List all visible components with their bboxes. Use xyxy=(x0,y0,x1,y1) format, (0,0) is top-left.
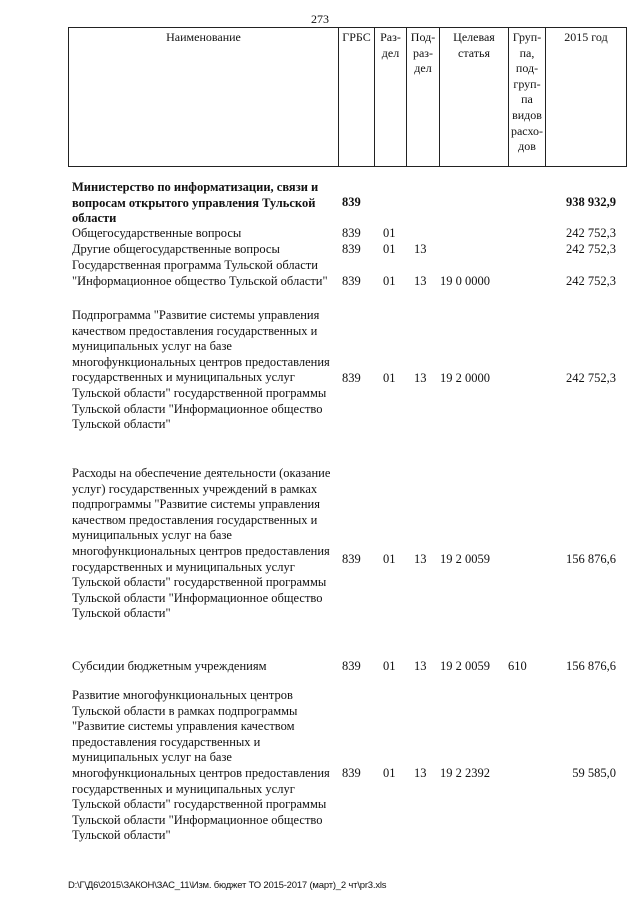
row-celevaya: 19 2 0059 xyxy=(440,659,490,673)
row-celevaya: 19 2 0000 xyxy=(440,371,490,385)
row-celevaya: 19 0 0000 xyxy=(440,274,490,288)
row-razdel: 01 xyxy=(383,242,396,256)
row-razdel: 01 xyxy=(383,766,396,780)
row-name: Субсидии бюджетным учреждениям xyxy=(72,659,267,673)
row-name: Другие общегосударственные вопросы xyxy=(72,242,280,256)
table-body xyxy=(72,180,620,868)
table-row xyxy=(72,659,620,688)
row-name: Расходы на обеспечение деятельности (оказание услуг) государственных учреждений в рамках подпрограммы "Развитие системы управления качеством предоставления государственных и муниципальных услуг на базе многофункциональных центров предоставления государственных и муниципальных услуг Тульской области" государственной программы Тульской области "Информационное общество Тульской области" xyxy=(72,466,331,621)
row-podrazdel: 13 xyxy=(414,242,427,256)
header-grbs: ГРБС xyxy=(339,28,375,167)
row-razdel: 01 xyxy=(383,226,396,240)
row-podrazdel: 13 xyxy=(414,274,427,288)
header-name: Наименование xyxy=(69,28,339,167)
page-number: 273 xyxy=(311,12,329,26)
row-grbs: 839 xyxy=(342,242,361,256)
row-grbs: 839 xyxy=(342,195,361,209)
row-name: Министерство по информатизации, связи и вопросам открытого управления Тульской области xyxy=(72,180,319,226)
row-amount: 938 932,9 xyxy=(566,195,616,209)
row-podrazdel: 13 xyxy=(414,552,427,566)
row-amount: 242 752,3 xyxy=(566,226,616,240)
table-header xyxy=(68,27,627,167)
row-razdel: 01 xyxy=(383,659,396,673)
row-razdel: 01 xyxy=(383,371,396,385)
row-amount: 242 752,3 xyxy=(566,274,616,288)
table-row xyxy=(72,180,620,226)
header-gruppa: Груп- па, под- груп- па видов расхо- дов xyxy=(509,28,546,167)
header-razdel: Раз- дел xyxy=(375,28,407,167)
table-row xyxy=(72,226,620,242)
row-grbs: 839 xyxy=(342,274,361,288)
row-podrazdel: 13 xyxy=(414,659,427,673)
row-podrazdel: 13 xyxy=(414,371,427,385)
table-row xyxy=(72,242,620,258)
header-year: 2015 год xyxy=(546,28,627,167)
row-name: Государственная программа Тульской области "Информационное общество Тульской области" xyxy=(72,258,328,288)
row-celevaya: 19 2 2392 xyxy=(440,766,490,780)
row-razdel: 01 xyxy=(383,552,396,566)
row-podrazdel: 13 xyxy=(414,766,427,780)
row-razdel: 01 xyxy=(383,274,396,288)
file-path-footer: D:\Г\Д6\2015\ЗАКОН\ЗАС_11\Изм. бюджет ТО 2015-2017 (март)_2 чт\pr3.xls xyxy=(68,880,387,891)
row-name: Подпрограмма "Развитие системы управления качеством предоставления государственных и муниципальных услуг на базе многофункциональных центров предоставления государственных и муниципальных услуг Тульской области" государственной программы Тульской области "Информационное общество Тульской области" xyxy=(72,308,330,432)
table-row xyxy=(72,258,620,308)
row-amount: 242 752,3 xyxy=(566,242,616,256)
row-grbs: 839 xyxy=(342,226,361,240)
header-celevaya: Целевая статья xyxy=(440,28,509,167)
row-amount: 156 876,6 xyxy=(566,552,616,566)
row-grbs: 839 xyxy=(342,659,361,673)
row-grbs: 839 xyxy=(342,766,361,780)
row-name: Развитие многофункциональных центров Тульской области в рамках подпрограммы "Развитие системы управления качеством предоставления государственных и муниципальных услуг на базе многофункциональных центров предоставления государственных и муниципальных услуг Тульской области" государственной программы Тульской области "Информационное общество Тульской области" xyxy=(72,688,330,843)
row-celevaya: 19 2 0059 xyxy=(440,552,490,566)
row-amount: 156 876,6 xyxy=(566,659,616,673)
table-row xyxy=(72,688,620,868)
row-amount: 242 752,3 xyxy=(566,371,616,385)
row-name: Общегосударственные вопросы xyxy=(72,226,242,240)
table-row xyxy=(72,308,620,466)
table-row xyxy=(72,466,620,659)
row-grbs: 839 xyxy=(342,371,361,385)
header-podrazdel: Под- раз- дел xyxy=(407,28,440,167)
row-amount: 59 585,0 xyxy=(572,766,616,780)
row-gruppa: 610 xyxy=(508,659,527,673)
row-grbs: 839 xyxy=(342,552,361,566)
